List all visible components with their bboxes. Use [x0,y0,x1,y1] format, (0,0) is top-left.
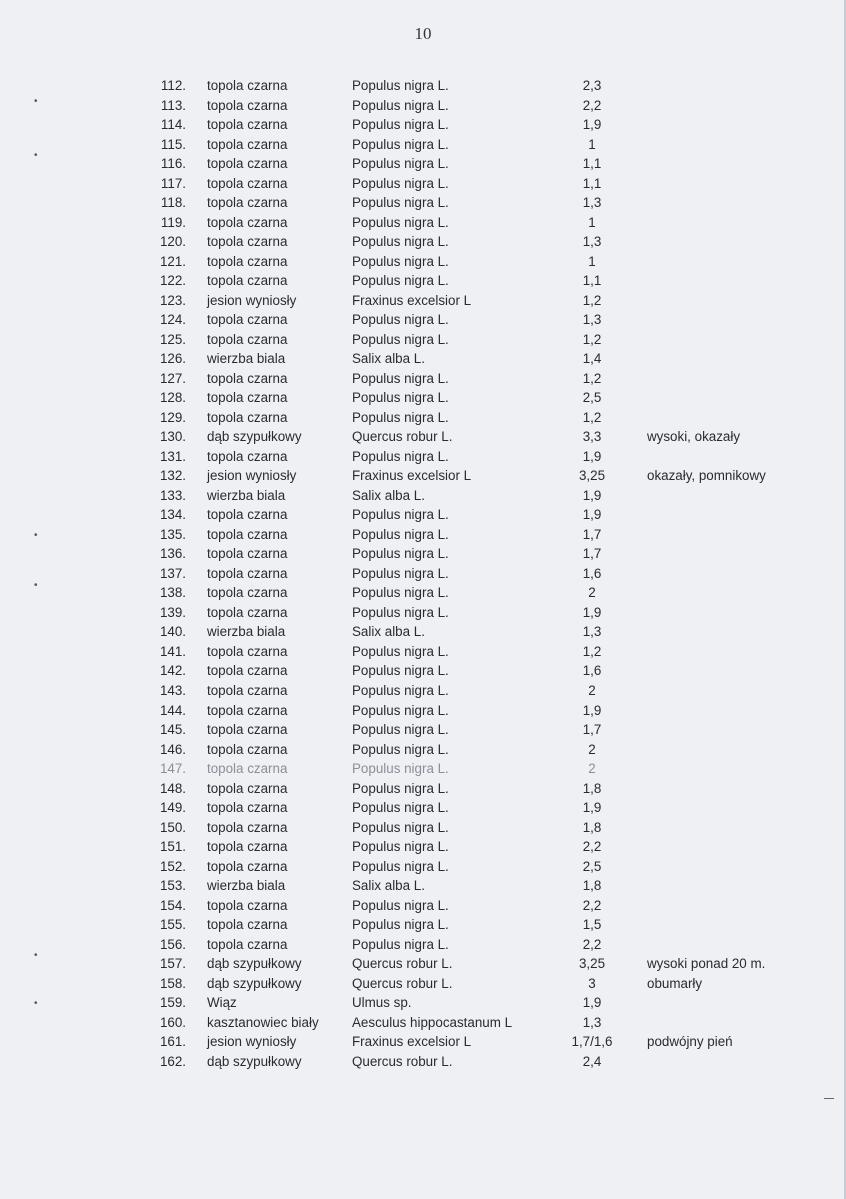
latin-name: Quercus robur L. [352,429,453,445]
row-number: 118. [160,195,186,211]
table-row [0,349,846,369]
latin-name: Populus nigra L. [352,800,449,816]
latin-name: Populus nigra L. [352,819,449,835]
row-number: 136. [159,546,186,562]
table-row [0,115,846,135]
polish-name: topola czarna [207,839,288,855]
latin-name: Populus nigra L. [352,136,449,152]
table-row [0,1013,846,1033]
row-number: 144. [159,702,186,718]
table-row [0,1032,846,1052]
polish-name: topola czarna [207,117,288,133]
latin-name: Populus nigra L. [352,565,449,581]
row-number: 138. [159,585,186,601]
polish-name: jesion wyniosły [207,468,297,484]
latin-name: Fraxinus excelsior L [352,1034,472,1050]
latin-name: Populus nigra L. [352,546,449,562]
row-number: 132. [159,468,186,484]
polish-name: jesion wyniosły [207,292,297,308]
table-row [0,447,846,467]
circumference-value: 3,25 [578,956,606,972]
table-row [0,1052,846,1072]
row-number: 159. [159,995,186,1011]
latin-name: Fraxinus excelsior L [352,468,472,484]
latin-name: Ulmus sp. [352,995,412,1011]
table-row [0,154,846,174]
circumference-value: 1 [588,253,596,269]
polish-name: topola czarna [207,722,288,738]
row-number: 117. [160,175,186,191]
latin-name: Salix alba L. [352,878,425,894]
row-number: 158. [159,975,186,991]
circumference-value: 1,9 [582,507,602,523]
polish-name: topola czarna [207,136,288,152]
latin-name: Populus nigra L. [352,448,449,464]
row-number: 134. [159,507,186,523]
circumference-value: 1,4 [582,351,602,367]
circumference-value: 1,8 [582,819,602,835]
table-row [0,135,846,155]
polish-name: topola czarna [207,780,288,796]
circumference-value: 3,3 [582,429,602,445]
remarks: okazały, pomnikowy [647,468,766,484]
circumference-value: 1,3 [582,1014,602,1030]
row-number: 152. [159,858,186,874]
polish-name: wierzba biala [207,351,286,367]
circumference-value: 1,7/1,6 [571,1034,613,1050]
row-number: 146. [159,741,186,757]
latin-name: Populus nigra L. [352,780,449,796]
table-row [0,193,846,213]
polish-name: topola czarna [207,917,288,933]
table-row [0,681,846,701]
row-number: 147. [159,761,186,777]
row-number: 114. [160,117,186,133]
remarks: podwójny pień [647,1034,733,1050]
polish-name: topola czarna [207,663,288,679]
circumference-value: 1,7 [582,722,602,738]
row-number: 127. [159,370,186,386]
circumference-value: 1,1 [582,175,602,191]
row-number: 137. [159,565,186,581]
latin-name: Quercus robur L. [352,956,453,972]
latin-name: Populus nigra L. [352,156,449,172]
table-row [0,642,846,662]
table-row [0,603,846,623]
scan-speck: • [34,580,38,591]
polish-name: topola czarna [207,702,288,718]
circumference-value: 1 [588,136,596,152]
polish-name: topola czarna [207,409,288,425]
circumference-value: 2,5 [582,390,602,406]
polish-name: dąb szypułkowy [207,429,302,445]
latin-name: Populus nigra L. [352,761,449,777]
table-row [0,252,846,272]
table-row [0,466,846,486]
scan-speck: • [34,530,38,541]
circumference-value: 2 [588,761,596,777]
polish-name: topola czarna [207,331,288,347]
polish-name: wierzba biala [207,624,286,640]
circumference-value: 2,3 [582,78,602,93]
row-number: 143. [159,682,186,698]
row-number: 122. [159,273,186,289]
polish-name: topola czarna [207,175,288,191]
latin-name: Populus nigra L. [352,312,449,328]
table-row [0,525,846,545]
latin-name: Populus nigra L. [352,507,449,523]
polish-name: topola czarna [207,195,288,211]
polish-name: topola czarna [207,858,288,874]
polish-name: topola czarna [207,643,288,659]
row-number: 112. [160,78,186,93]
row-number: 154. [159,897,186,913]
polish-name: jesion wyniosły [207,1034,297,1050]
circumference-value: 1,3 [582,234,602,250]
table-row [0,310,846,330]
table-row [0,408,846,428]
latin-name: Populus nigra L. [352,195,449,211]
table-row [0,740,846,760]
polish-name: topola czarna [207,97,288,113]
circumference-value: 1,6 [582,565,602,581]
circumference-value: 1,7 [582,526,602,542]
remarks: obumarły [647,975,703,991]
circumference-value: 1,9 [582,604,602,620]
table-row [0,583,846,603]
circumference-value: 1,9 [582,117,602,133]
circumference-value: 2,2 [582,839,602,855]
table-row [0,915,846,935]
table-row [0,720,846,740]
polish-name: topola czarna [207,156,288,172]
polish-name: topola czarna [207,585,288,601]
circumference-value: 1,1 [582,156,602,172]
row-number: 161. [159,1034,186,1050]
circumference-value: 1 [588,214,596,230]
circumference-value: 1,2 [582,331,602,347]
scan-speck: • [34,998,38,1009]
latin-name: Salix alba L. [352,624,425,640]
row-number: 131. [159,448,186,464]
row-number: 145. [159,722,186,738]
latin-name: Populus nigra L. [352,117,449,133]
polish-name: topola czarna [207,682,288,698]
table-row [0,818,846,838]
polish-name: topola czarna [207,546,288,562]
latin-name: Populus nigra L. [352,741,449,757]
polish-name: wierzba biala [207,487,286,503]
table-row [0,174,846,194]
table-row [0,759,846,779]
latin-name: Populus nigra L. [352,702,449,718]
row-number: 130. [159,429,186,445]
circumference-value: 2,2 [582,97,602,113]
polish-name: dąb szypułkowy [207,1053,302,1069]
table-row [0,974,846,994]
row-number: 142. [159,663,186,679]
polish-name: topola czarna [207,78,288,93]
table-row [0,232,846,252]
latin-name: Populus nigra L. [352,663,449,679]
row-number: 113. [160,97,186,113]
table-row [0,622,846,642]
polish-name: wierzba biala [207,878,286,894]
polish-name: topola czarna [207,370,288,386]
scan-speck: • [34,96,38,107]
row-number: 139. [159,604,186,620]
latin-name: Populus nigra L. [352,526,449,542]
row-number: 133. [159,487,186,503]
latin-name: Populus nigra L. [352,273,449,289]
row-number: 141. [159,643,186,659]
row-number: 124. [159,312,186,328]
latin-name: Populus nigra L. [352,175,449,191]
circumference-value: 1,2 [582,292,602,308]
latin-name: Populus nigra L. [352,331,449,347]
row-number: 148. [159,780,186,796]
row-number: 135. [159,526,186,542]
circumference-value: 1,2 [582,370,602,386]
polish-name: topola czarna [207,214,288,230]
table-row [0,954,846,974]
latin-name: Populus nigra L. [352,78,449,93]
row-number: 119. [160,214,186,230]
latin-name: Aesculus hippocastanum L [352,1014,513,1030]
latin-name: Salix alba L. [352,351,425,367]
circumference-value: 1,3 [582,624,602,640]
latin-name: Populus nigra L. [352,839,449,855]
row-number: 150. [159,819,186,835]
polish-name: topola czarna [207,897,288,913]
row-number: 155. [159,917,186,933]
table-row [0,369,846,389]
circumference-value: 1,8 [582,878,602,894]
latin-name: Salix alba L. [352,487,425,503]
polish-name: topola czarna [207,800,288,816]
latin-name: Populus nigra L. [352,643,449,659]
circumference-value: 1,9 [582,995,602,1011]
table-row [0,388,846,408]
polish-name: topola czarna [207,234,288,250]
row-number: 120. [159,234,186,250]
latin-name: Quercus robur L. [352,1053,453,1069]
circumference-value: 1,5 [582,917,602,933]
table-row [0,935,846,955]
row-number: 116. [160,156,186,172]
row-number: 123. [159,292,186,308]
polish-name: topola czarna [207,312,288,328]
latin-name: Fraxinus excelsior L [352,292,472,308]
table-row [0,857,846,877]
latin-name: Populus nigra L. [352,858,449,874]
polish-name: dąb szypułkowy [207,975,302,991]
row-number: 151. [159,839,186,855]
row-number: 140. [159,624,186,640]
tree-inventory-table [0,76,846,1071]
page-number: 10 [414,24,432,43]
latin-name: Populus nigra L. [352,214,449,230]
row-number: 160. [159,1014,186,1030]
latin-name: Populus nigra L. [352,409,449,425]
polish-name: topola czarna [207,604,288,620]
circumference-value: 1,9 [582,448,602,464]
circumference-value: 1,9 [582,702,602,718]
polish-name: topola czarna [207,741,288,757]
row-number: 115. [160,136,186,152]
remarks: wysoki, okazały [647,429,741,445]
polish-name: topola czarna [207,936,288,952]
table-row [0,564,846,584]
circumference-value: 2,5 [582,858,602,874]
latin-name: Quercus robur L. [352,975,453,991]
row-number: 128. [159,390,186,406]
table-row [0,896,846,916]
table-row [0,701,846,721]
scan-speck: • [34,950,38,961]
circumference-value: 2,2 [582,897,602,913]
polish-name: topola czarna [207,526,288,542]
circumference-value: 2 [588,682,596,698]
circumference-value: 3,25 [578,468,606,484]
table-row [0,798,846,818]
latin-name: Populus nigra L. [352,897,449,913]
circumference-value: 2,4 [582,1053,602,1069]
circumference-value: 1,7 [582,546,602,562]
circumference-value: 1,9 [582,800,602,816]
table-row [0,291,846,311]
table-row [0,96,846,116]
row-number: 153. [159,878,186,894]
latin-name: Populus nigra L. [352,722,449,738]
polish-name: topola czarna [207,273,288,289]
polish-name: topola czarna [207,565,288,581]
table-row [0,486,846,506]
table-row [0,76,846,96]
circumference-value: 1,2 [582,409,602,425]
latin-name: Populus nigra L. [352,936,449,952]
latin-name: Populus nigra L. [352,682,449,698]
circumference-value: 3 [588,975,596,991]
latin-name: Populus nigra L. [352,604,449,620]
scan-dash-mark [824,1098,834,1099]
circumference-value: 1,3 [582,312,602,328]
table-row [0,779,846,799]
table-row [0,876,846,896]
row-number: 156. [159,936,186,952]
table-row [0,661,846,681]
table-row [0,993,846,1013]
row-number: 126. [159,351,186,367]
polish-name: topola czarna [207,390,288,406]
row-number: 125. [159,331,186,347]
table-row [0,330,846,350]
remarks: wysoki ponad 20 m. [647,956,766,972]
latin-name: Populus nigra L. [352,585,449,601]
latin-name: Populus nigra L. [352,370,449,386]
table-row [0,837,846,857]
row-number: 121. [159,253,186,269]
row-number: 162. [159,1053,186,1069]
latin-name: Populus nigra L. [352,97,449,113]
row-number: 149. [159,800,186,816]
circumference-value: 1,8 [582,780,602,796]
table-row [0,505,846,525]
circumference-value: 2,2 [582,936,602,952]
table-row [0,271,846,291]
latin-name: Populus nigra L. [352,253,449,269]
latin-name: Populus nigra L. [352,917,449,933]
circumference-value: 1,2 [582,643,602,659]
latin-name: Populus nigra L. [352,234,449,250]
circumference-value: 1,1 [582,273,602,289]
row-number: 157. [159,956,186,972]
circumference-value: 1,3 [582,195,602,211]
polish-name: Wiąz [207,995,237,1011]
circumference-value: 2 [588,585,596,601]
table-row [0,213,846,233]
polish-name: kasztanowiec biały [207,1014,319,1030]
polish-name: topola czarna [207,761,288,777]
polish-name: topola czarna [207,448,288,464]
polish-name: topola czarna [207,253,288,269]
latin-name: Populus nigra L. [352,390,449,406]
table-row [0,544,846,564]
scan-speck: • [34,150,38,161]
row-number: 129. [159,409,186,425]
polish-name: topola czarna [207,507,288,523]
circumference-value: 1,6 [582,663,602,679]
table-row [0,427,846,447]
circumference-value: 2 [588,741,596,757]
circumference-value: 1,9 [582,487,602,503]
polish-name: dąb szypułkowy [207,956,302,972]
polish-name: topola czarna [207,819,288,835]
